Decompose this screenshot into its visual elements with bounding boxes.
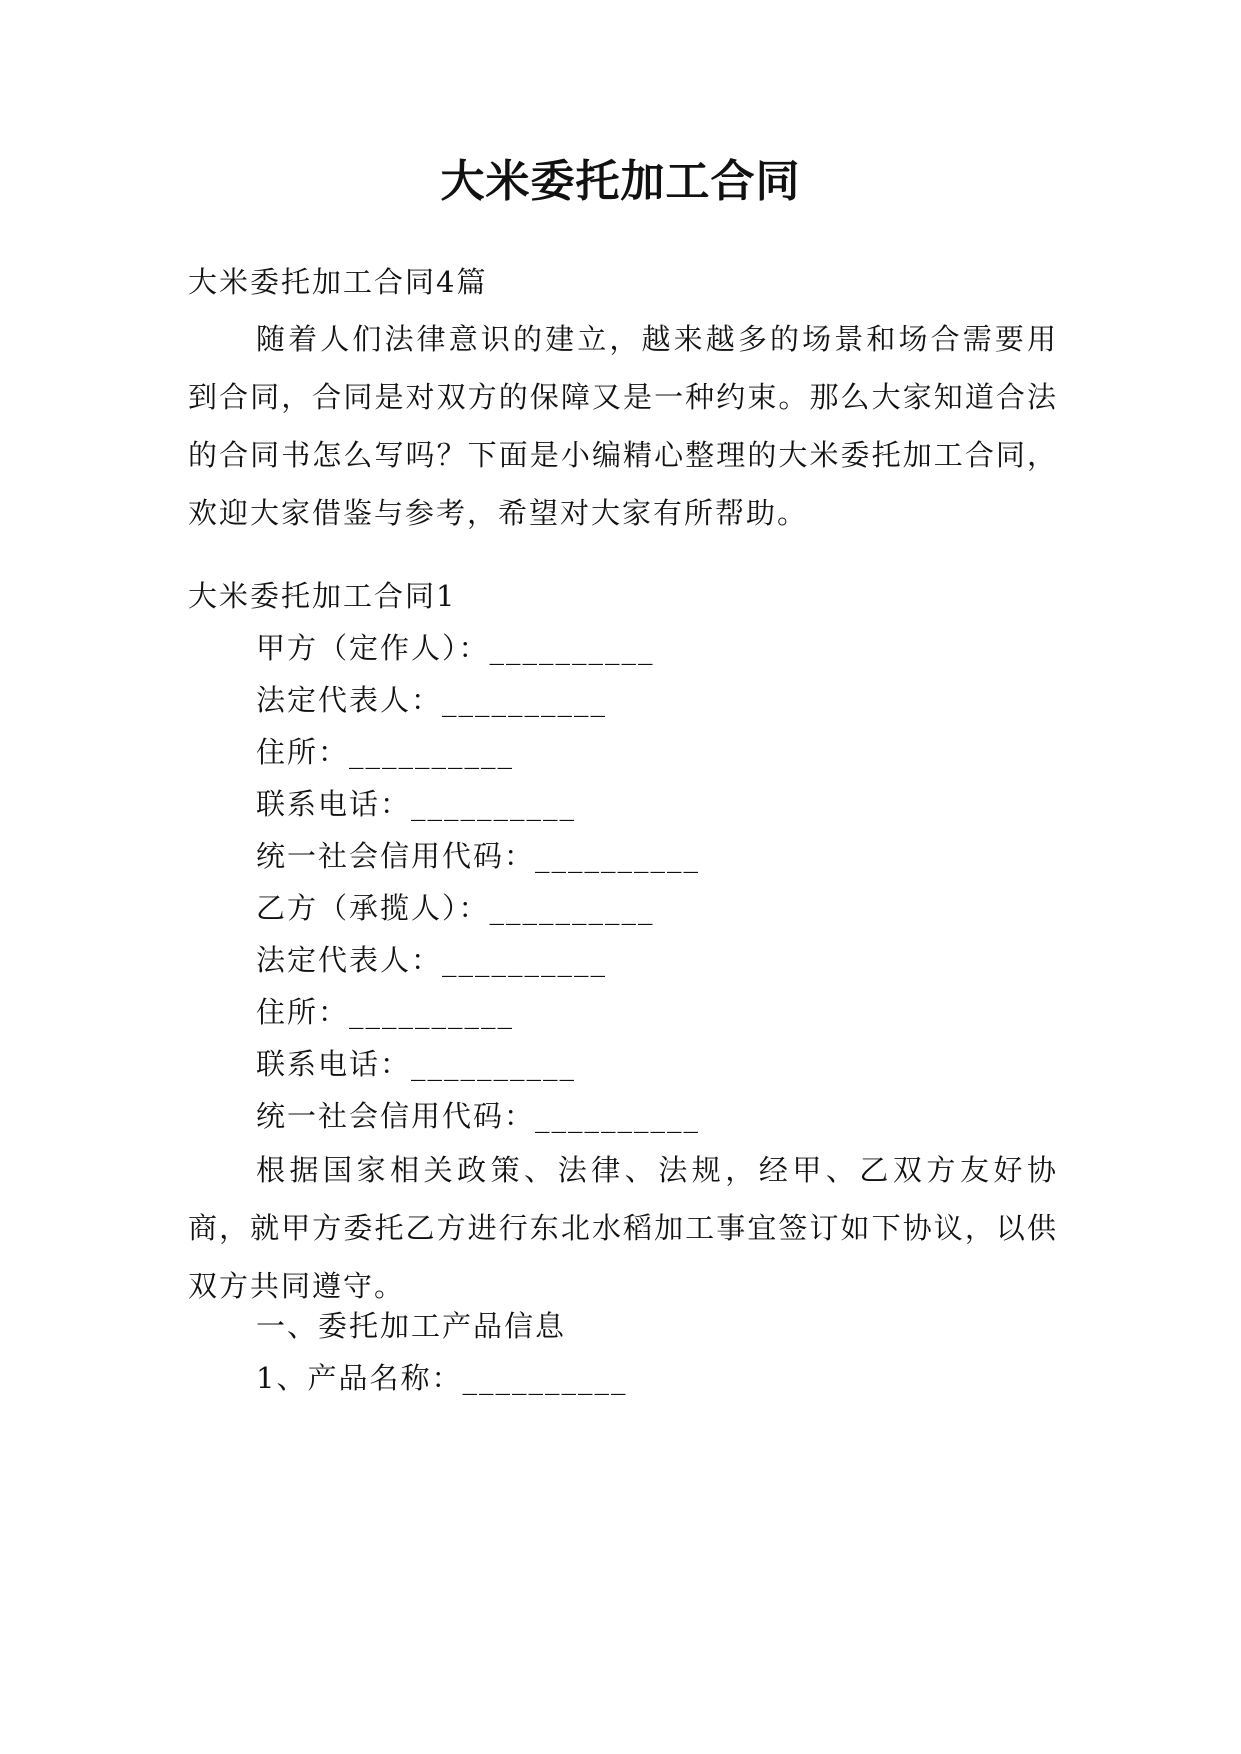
document-subtitle: 大米委托加工合同4篇 — [188, 265, 488, 299]
party-b-label: 乙方（承揽人）：__________ — [256, 891, 655, 925]
party-b-legal-rep: 法定代表人：__________ — [256, 943, 608, 977]
clause-item: 1、产品名称：__________ — [256, 1361, 628, 1395]
document-title: 大米委托加工合同 — [440, 156, 801, 207]
party-b-credit-code: 统一社会信用代码：__________ — [256, 1099, 701, 1133]
party-a-phone: 联系电话：__________ — [256, 787, 577, 821]
clause-heading: 一、委托加工产品信息 — [256, 1309, 567, 1343]
agreement-paragraph: 根据国家相关政策、法律、法规，经甲、乙双方友好协商，就甲方委托乙方进行东北水稻加工事宜签订如下协议，以供双方共同遵守。 — [188, 1153, 1058, 1303]
party-b-address: 住所：__________ — [256, 995, 515, 1029]
party-a-label: 甲方（定作人）：__________ — [256, 631, 655, 665]
party-a-legal-rep: 法定代表人：__________ — [256, 683, 608, 717]
party-b-phone: 联系电话：__________ — [256, 1047, 577, 1081]
intro-paragraph: 随着人们法律意识的建立，越来越多的场景和场合需要用到合同，合同是对双方的保障又是一种约束。那么大家知道合法的合同书怎么写吗？下面是小编精心整理的大米委托加工合同，欢迎大家借鉴与参考，希望对大家有所帮助。 — [188, 322, 1058, 530]
party-a-address: 住所：__________ — [256, 735, 515, 769]
party-a-credit-code: 统一社会信用代码：__________ — [256, 839, 701, 873]
section-heading: 大米委托加工合同1 — [188, 579, 457, 613]
